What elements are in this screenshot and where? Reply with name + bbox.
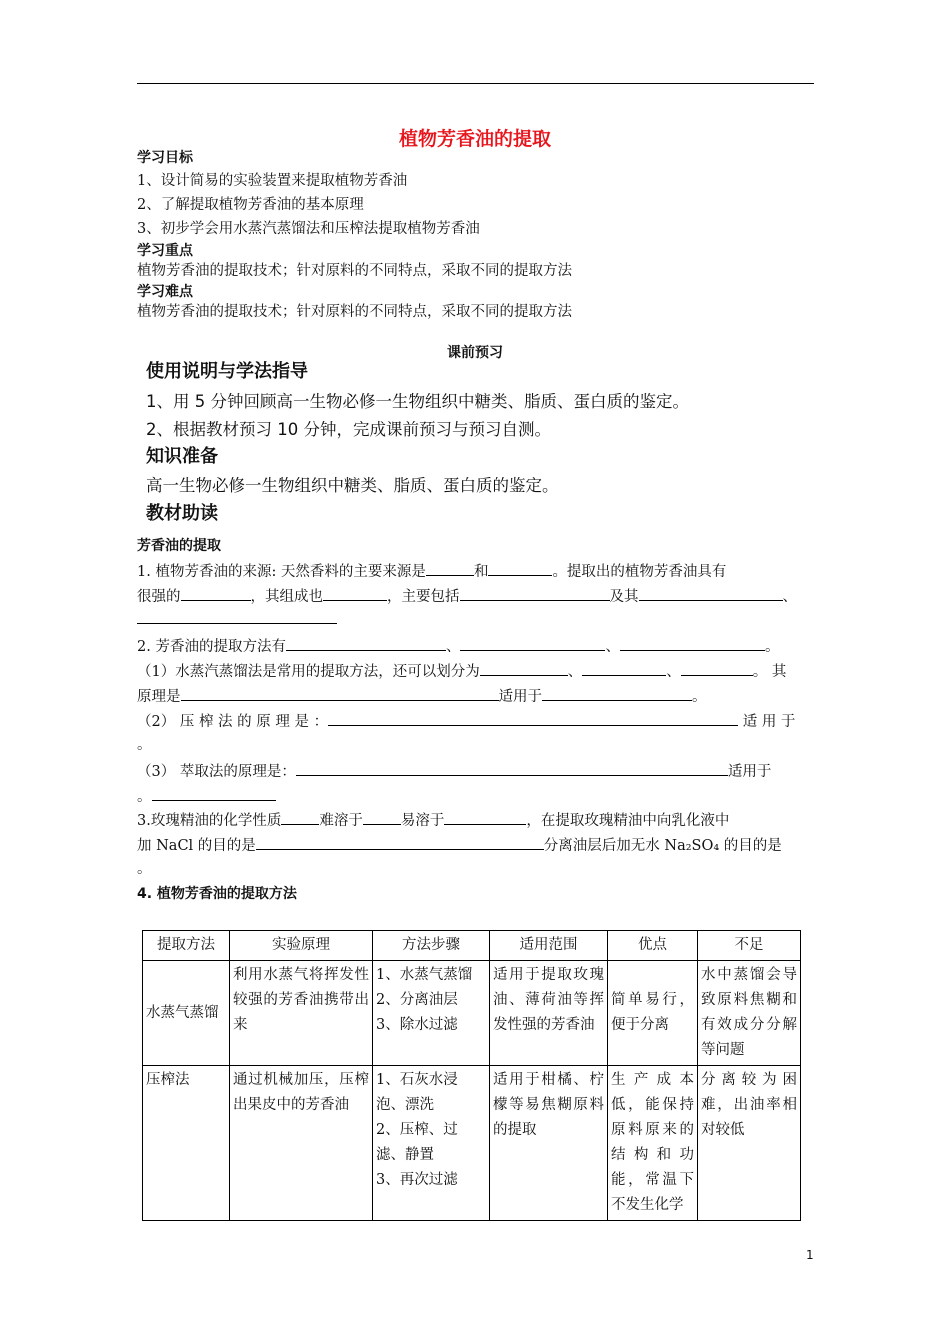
answer-blank[interactable]: [426, 561, 474, 576]
question-4-heading: 4. 植物芳香油的提取方法: [137, 886, 297, 902]
answer-blank[interactable]: [460, 586, 610, 601]
difficult-points-heading: 学习难点: [137, 284, 193, 300]
answer-blank[interactable]: [363, 810, 401, 825]
step-item: 1、石灰水浸泡、漂洗: [376, 1072, 458, 1113]
q1-text: 很强的: [137, 589, 181, 605]
knowledge-heading: 知识准备: [146, 446, 218, 467]
table-row: [143, 1066, 801, 1221]
q2-3-text: 。: [137, 789, 152, 805]
question-2-3-line-1: [137, 761, 771, 781]
q2-1-text: 。 其: [752, 664, 787, 680]
answer-blank[interactable]: [620, 636, 765, 651]
answer-blank[interactable]: [480, 661, 568, 676]
guide-item: 1、用 5 分钟回顾高一生物必修一生物组织中糖类、脂质、蛋白质的鉴定。: [146, 392, 689, 411]
answer-blank[interactable]: [286, 636, 446, 651]
q2-1-text: 、: [666, 664, 681, 680]
q1-text: 、: [782, 589, 797, 605]
textbook-heading: 教材助读: [146, 503, 218, 524]
question-3-line-1: [137, 810, 729, 830]
header-rule: [137, 83, 814, 84]
table-header: 实验原理: [230, 931, 373, 961]
answer-blank[interactable]: [328, 711, 738, 726]
question-1-line-3: [137, 609, 337, 629]
question-3-line-2: [137, 835, 782, 855]
q3-text: 加 NaCl 的目的是: [137, 838, 256, 854]
question-2-1-line-2: [137, 686, 707, 706]
question-3-line-3: 。: [137, 861, 152, 877]
question-2-1-line-1: [137, 661, 786, 681]
table-cell-method: 水蒸气蒸馏: [143, 961, 230, 1066]
q1-text: 。提取出的植物芳香油具有: [552, 564, 727, 580]
table-cell-scope: 适用于柑橘、柠檬等易焦糊原料的提取: [490, 1066, 608, 1221]
answer-blank[interactable]: [681, 661, 753, 676]
step-item: 1、水蒸气蒸馏: [376, 967, 473, 983]
preview-heading: 课前预习: [447, 345, 503, 361]
table-cell-principle: 通过机械加压，压榨出果皮中的芳香油: [230, 1066, 373, 1221]
step-item: 3、除水过滤: [376, 1017, 458, 1033]
q1-text: 及其: [609, 589, 639, 605]
q3-text: 难溶于: [319, 813, 363, 829]
page-number: 1: [806, 1248, 814, 1262]
objective-item: 2、了解提取植物芳香油的基本原理: [137, 197, 364, 213]
table-cell-pros: 生产成本低，能保持原料原来的结构和功能，常温下不发生化学: [608, 1066, 698, 1221]
guide-item: 2、根据教材预习 10 分钟，完成课前预习与预习自测。: [146, 420, 551, 439]
q2-1-text: 、: [567, 664, 583, 680]
table-header: 优点: [608, 931, 698, 961]
q3-text: 易溶于: [400, 813, 445, 829]
answer-blank[interactable]: [256, 835, 544, 850]
q1-text: ，主要包括: [387, 589, 460, 605]
table-cell-method: 压榨法: [143, 1066, 230, 1221]
objective-item: 1、设计简易的实验装置来提取植物芳香油: [137, 173, 408, 189]
difficult-points-text: 植物芳香油的提取技术；针对原料的不同特点，采取不同的提取方法: [137, 304, 572, 320]
q2-text: 。: [764, 639, 780, 655]
answer-blank[interactable]: [460, 636, 605, 651]
q2-1-text: 原理是: [137, 689, 181, 705]
answer-blank[interactable]: [488, 561, 552, 576]
section-heading: 芳香油的提取: [137, 538, 221, 554]
table-cell-cons: 分离较为困难，出油率相对较低: [698, 1066, 801, 1221]
q2-3-text: 适用于: [727, 764, 772, 780]
table-cell-steps: [373, 1066, 490, 1221]
table-header: 不足: [698, 931, 801, 961]
q2-text: 、: [605, 639, 620, 655]
answer-blank[interactable]: [323, 586, 387, 601]
answer-blank[interactable]: [296, 761, 728, 776]
table-row: [143, 961, 801, 1066]
q1-text: ，其组成也: [250, 589, 323, 605]
question-1-line-1: [137, 561, 726, 581]
objectives-heading: 学习目标: [137, 150, 193, 166]
answer-blank[interactable]: [152, 786, 276, 801]
answer-blank[interactable]: [137, 609, 337, 624]
answer-blank[interactable]: [281, 810, 319, 825]
question-2-2-line-1: [137, 711, 795, 731]
q2-text: 2. 芳香油的提取方法有: [137, 639, 286, 655]
key-points-text: 植物芳香油的提取技术；针对原料的不同特点，采取不同的提取方法: [137, 263, 572, 279]
q2-2-text: 适 用 于: [742, 714, 796, 730]
q2-1-text: 。: [692, 689, 707, 705]
q1-text: 和: [473, 564, 489, 580]
table-header: 适用范围: [490, 931, 608, 961]
answer-blank[interactable]: [181, 686, 499, 701]
table-header: 方法步骤: [373, 931, 490, 961]
step-item: 2、压榨、过滤、静置: [376, 1122, 458, 1163]
question-2-2-line-2: 。: [137, 737, 152, 753]
answer-blank[interactable]: [542, 686, 692, 701]
extraction-methods-table: [142, 930, 801, 1221]
knowledge-text: 高一生物必修一生物组织中糖类、脂质、蛋白质的鉴定。: [146, 476, 559, 495]
table-header-row: [143, 931, 801, 961]
q3-text: ，在提取玫瑰精油中向乳化液中: [526, 813, 730, 829]
answer-blank[interactable]: [582, 661, 666, 676]
answer-blank[interactable]: [181, 586, 251, 601]
q2-1-text: （1）水蒸汽蒸馏法是常用的提取方法，还可以划分为: [137, 664, 480, 680]
guide-heading: 使用说明与学法指导: [146, 361, 308, 382]
objective-item: 3、初步学会用水蒸汽蒸馏法和压榨法提取植物芳香油: [137, 221, 480, 237]
table-cell-pros: 简单易行，便于分离: [608, 961, 698, 1066]
step-item: 3、再次过滤: [376, 1172, 458, 1188]
q2-3-text: （3） 萃取法的原理是：: [137, 764, 296, 780]
answer-blank[interactable]: [444, 810, 526, 825]
table-cell-principle: 利用水蒸气将挥发性较强的芳香油携带出来: [230, 961, 373, 1066]
q2-2-text: （2） 压 榨 法 的 原 理 是 ：: [137, 714, 329, 730]
table-cell-scope: 适用于提取玫瑰油、薄荷油等挥发性强的芳香油: [490, 961, 608, 1066]
table-cell-cons: 水中蒸馏会导致原料焦糊和有效成分分解等问题: [698, 961, 801, 1066]
table-header: 提取方法: [143, 931, 230, 961]
page-title: 植物芳香油的提取: [398, 128, 551, 150]
question-2-3-line-2: [137, 786, 276, 806]
q3-text: 分离油层后加无水 Na₂SO₄ 的目的是: [543, 838, 782, 854]
question-2-line: [137, 636, 779, 656]
table-cell-steps: [373, 961, 490, 1066]
q2-1-text: 适用于: [498, 689, 542, 705]
q2-text: 、: [445, 639, 461, 655]
answer-blank[interactable]: [639, 586, 783, 601]
step-item: 2、分离油层: [376, 992, 458, 1008]
question-1-line-2: [137, 586, 797, 606]
key-points-heading: 学习重点: [137, 243, 193, 259]
q1-text: 1. 植物芳香油的来源: 天然香料的主要来源是: [137, 564, 426, 580]
q3-text: 3.玫瑰精油的化学性质: [137, 813, 282, 829]
